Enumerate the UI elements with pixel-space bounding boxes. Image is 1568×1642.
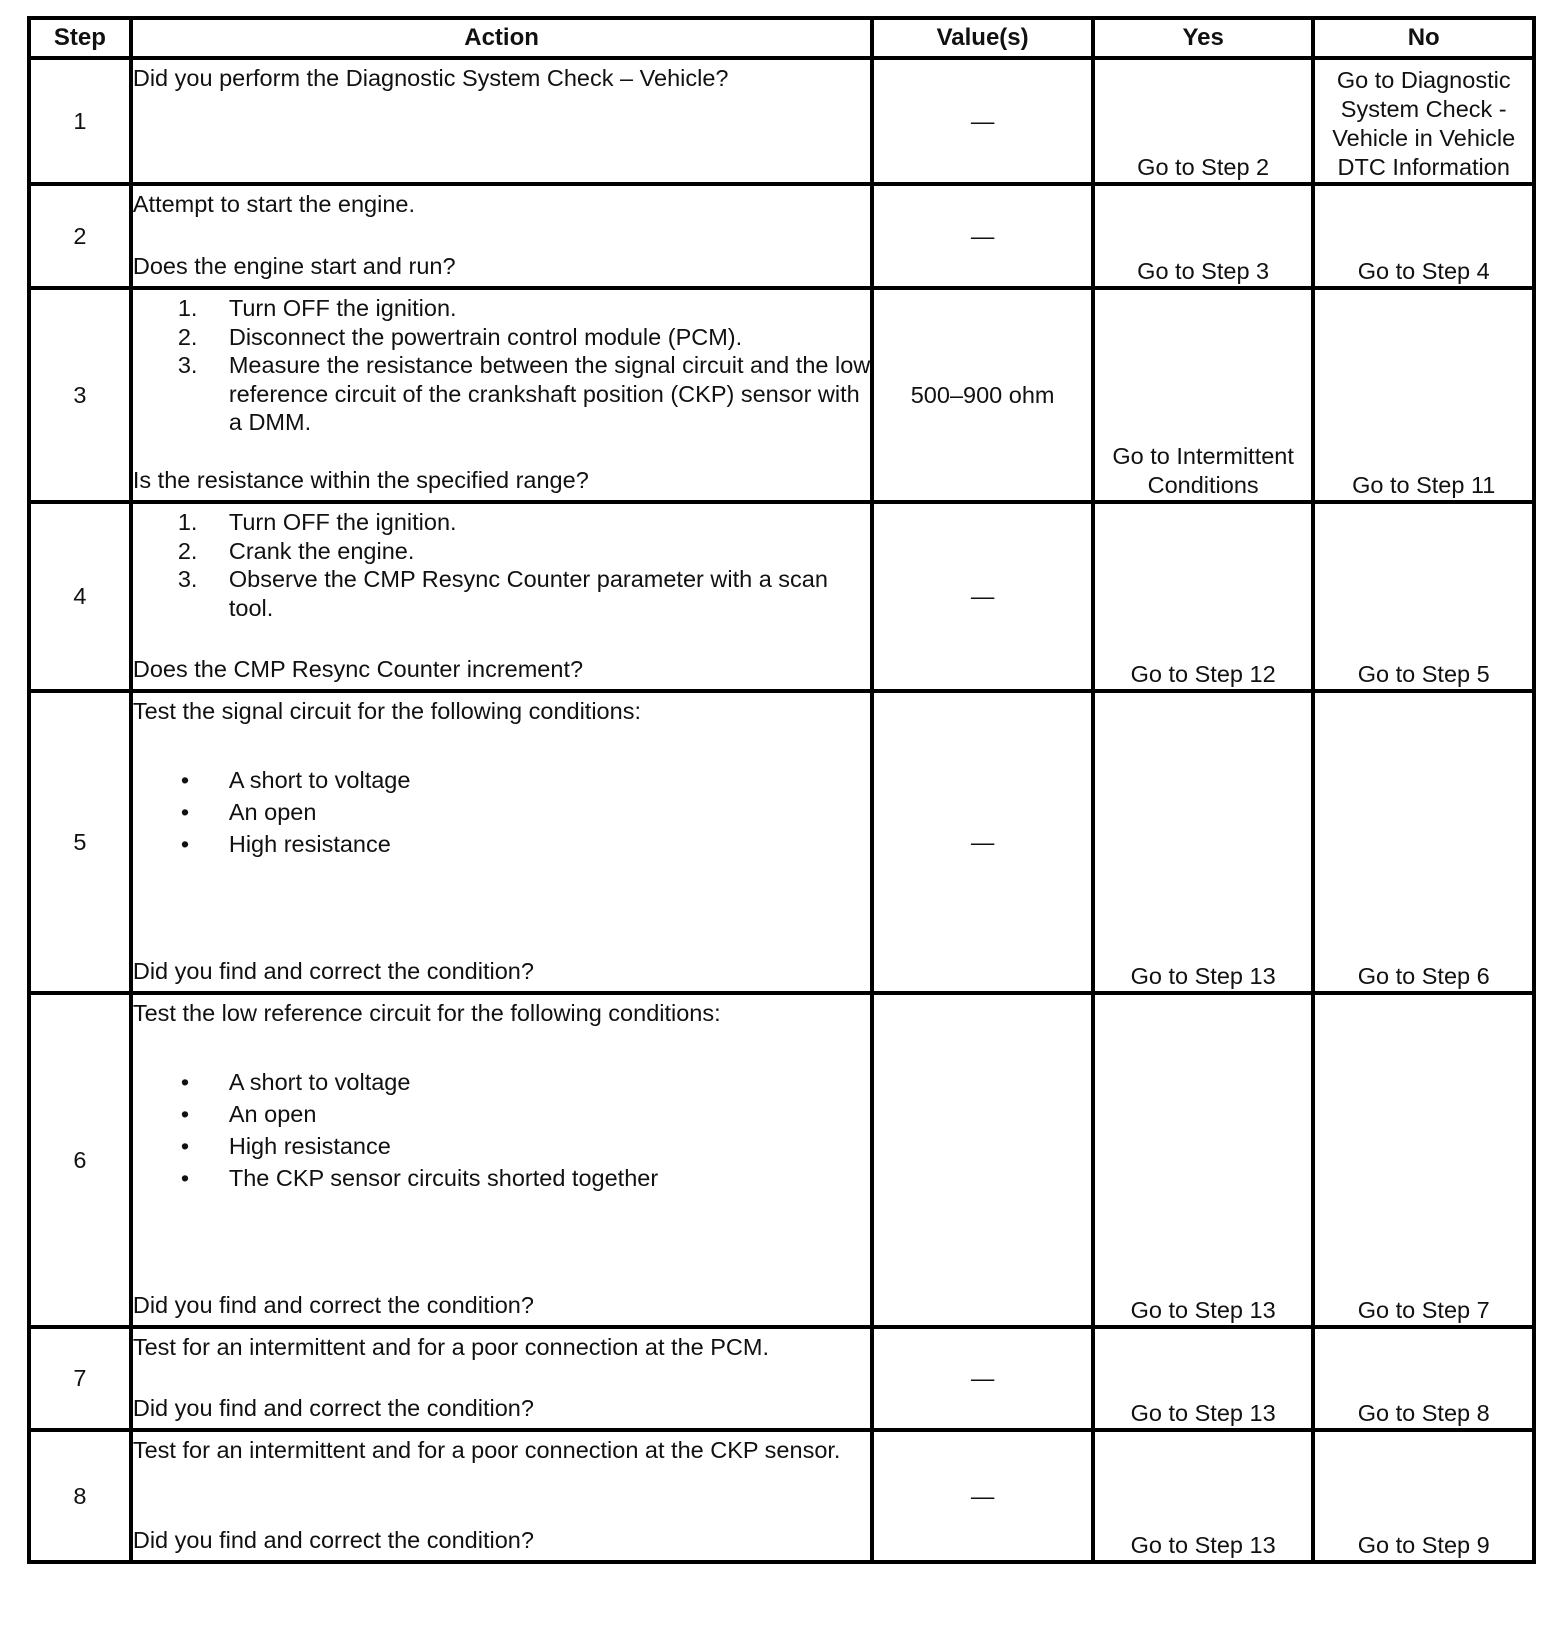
value-cell: —: [872, 691, 1093, 993]
list-item: • A short to voltage: [180, 767, 411, 793]
step-number: 6: [29, 993, 131, 1327]
table-row: [29, 993, 1534, 1327]
header-no: No: [1313, 18, 1534, 58]
list-item: • An open: [180, 799, 317, 825]
value-cell: —: [872, 502, 1093, 691]
table-row: [29, 1327, 1534, 1430]
table-row: [29, 288, 1534, 502]
step-number: 2: [29, 184, 131, 288]
conditions-list: [133, 764, 870, 860]
action-intro: Test for an intermittent and for a poor connection at the CKP sensor.: [132, 1437, 841, 1463]
yes-cell: Go to Step 2: [1093, 58, 1314, 184]
action-question: Did you find and correct the condition?: [132, 1395, 534, 1421]
action-cell: [131, 502, 872, 691]
list-item: 1. Turn OFF the ignition.: [177, 295, 457, 321]
action-intro: Test the signal circuit for the following conditions:: [132, 698, 641, 724]
step-number: 5: [29, 691, 131, 993]
value-cell: —: [872, 184, 1093, 288]
action-question: Did you find and correct the condition?: [132, 1292, 534, 1318]
step-number: 7: [29, 1327, 131, 1430]
no-cell: Go to Step 6: [1313, 691, 1534, 993]
action-cell: [131, 993, 872, 1327]
table-row: [29, 1430, 1534, 1562]
action-intro: Did you perform the Diagnostic System Check – Vehicle?: [132, 65, 729, 91]
action-cell: [131, 691, 872, 993]
yes-cell: Go to Step 13: [1093, 691, 1314, 993]
value-cell: —: [872, 58, 1093, 184]
yes-cell: Go to Intermittent Conditions: [1093, 288, 1314, 502]
list-item: 2. Crank the engine.: [177, 537, 415, 564]
step-number: 8: [29, 1430, 131, 1562]
table-row: [29, 58, 1534, 184]
list-item: 2. Disconnect the powertrain control module (PCM).: [177, 323, 743, 350]
action-cell: [131, 288, 872, 502]
header-action: Action: [131, 18, 872, 58]
action-question: Does the engine start and run?: [132, 253, 456, 279]
no-cell: Go to Step 9: [1313, 1430, 1534, 1562]
no-cell: Go to Step 11: [1313, 288, 1534, 502]
action-cell: [131, 58, 872, 184]
value-cell: 500–900 ohm: [872, 288, 1093, 502]
action-intro: Attempt to start the engine.: [132, 191, 416, 217]
yes-cell: Go to Step 13: [1093, 1430, 1314, 1562]
no-cell: Go to Step 7: [1313, 993, 1534, 1327]
action-intro: Test for an intermittent and for a poor connection at the PCM.: [132, 1334, 770, 1360]
step-number: 4: [29, 502, 131, 691]
table-row: [29, 691, 1534, 993]
action-intro: Test the low reference circuit for the following conditions:: [132, 1000, 721, 1026]
list-item: • An open: [180, 1101, 317, 1127]
list-item: • A short to voltage: [180, 1069, 411, 1095]
value-cell: [872, 993, 1093, 1327]
no-cell: Go to Diagnostic System Check - Vehicle in Vehicle DTC Information: [1313, 58, 1534, 184]
list-item: • The CKP sensor circuits shorted together: [180, 1165, 659, 1191]
table-row: [29, 502, 1534, 691]
header-row: [29, 18, 1534, 58]
list-item: • High resistance: [180, 831, 391, 857]
diagnostic-table: [27, 16, 1536, 1564]
list-item: 1. Turn OFF the ignition.: [177, 509, 457, 535]
action-steps-list: [133, 290, 870, 437]
header-step: Step: [29, 18, 131, 58]
action-cell: [131, 1327, 872, 1430]
no-cell: Go to Step 5: [1313, 502, 1534, 691]
step-number: 3: [29, 288, 131, 502]
header-values: Value(s): [872, 18, 1093, 58]
action-cell: [131, 184, 872, 288]
header-yes: Yes: [1093, 18, 1314, 58]
value-cell: —: [872, 1430, 1093, 1562]
yes-cell: Go to Step 12: [1093, 502, 1314, 691]
no-cell: Go to Step 8: [1313, 1327, 1534, 1430]
step-number: 1: [29, 58, 131, 184]
action-question: Does the CMP Resync Counter increment?: [132, 656, 584, 682]
list-item: 3. Observe the CMP Resync Counter parameter with a scan tool.: [177, 566, 828, 621]
action-question: Did you find and correct the condition?: [132, 958, 534, 984]
yes-cell: Go to Step 13: [1093, 993, 1314, 1327]
list-item: 3. Measure the resistance between the signal circuit and the low reference circuit of the crankshaft position (CKP) sensor with a DMM.: [177, 352, 871, 435]
list-item: • High resistance: [180, 1133, 391, 1159]
no-cell: Go to Step 4: [1313, 184, 1534, 288]
action-question: Did you find and correct the condition?: [132, 1527, 534, 1553]
conditions-list: [133, 1066, 870, 1194]
action-steps-list: [133, 504, 870, 622]
table-row: [29, 184, 1534, 288]
value-cell: —: [872, 1327, 1093, 1430]
yes-cell: Go to Step 3: [1093, 184, 1314, 288]
action-cell: [131, 1430, 872, 1562]
yes-cell: Go to Step 13: [1093, 1327, 1314, 1430]
action-question: Is the resistance within the specified range?: [132, 467, 589, 493]
